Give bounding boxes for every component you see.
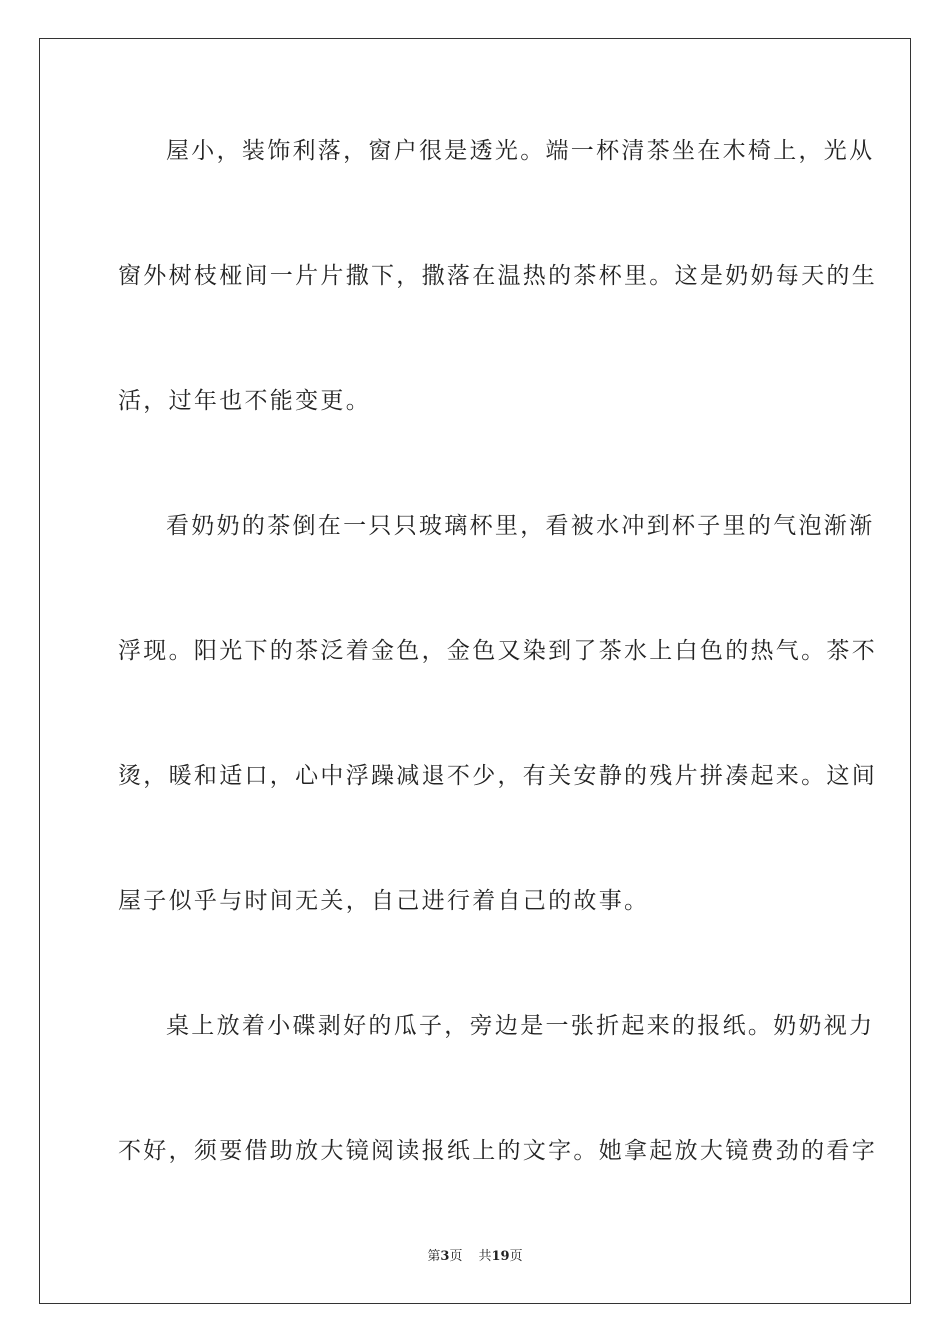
paragraph-1-line-3: 活，过年也不能变更。	[118, 388, 371, 414]
page-footer	[0, 1248, 950, 1266]
footer-total-prefix: 共	[478, 1249, 492, 1264]
paragraph-3-line-2: 不好，须要借助放大镜阅读报纸上的文字。她拿起放大镜费劲的看字	[118, 1138, 877, 1164]
paragraph-2-line-1: 看奶奶的茶倒在一只只玻璃杯里，看被水冲到杯子里的气泡渐渐	[166, 513, 875, 539]
paragraph-2-line-2: 浮现。阳光下的茶泛着金色，金色又染到了茶水上白色的热气。茶不	[118, 638, 877, 664]
paragraph-3-line-1: 桌上放着小碟剥好的瓜子，旁边是一张折起来的报纸。奶奶视力	[166, 1013, 875, 1039]
paragraph-2-line-4: 屋子似乎与时间无关，自己进行着自己的故事。	[118, 888, 650, 914]
footer-page-number: 3	[440, 1249, 450, 1264]
footer-total-pages: 19	[491, 1249, 510, 1264]
paragraph-1-line-1: 屋小，装饰利落，窗户很是透光。端一杯清茶坐在木椅上，光从	[166, 138, 875, 164]
footer-total-suffix: 页	[509, 1249, 523, 1264]
page-border	[39, 38, 911, 1304]
footer-page-prefix: 第	[427, 1249, 441, 1264]
paragraph-2-line-3: 烫，暖和适口，心中浮躁减退不少，有关安静的残片拼凑起来。这间	[118, 763, 877, 789]
paragraph-1-line-2: 窗外树枝桠间一片片撒下，撒落在温热的茶杯里。这是奶奶每天的生	[118, 263, 877, 289]
footer-page-suffix: 页	[449, 1249, 463, 1264]
